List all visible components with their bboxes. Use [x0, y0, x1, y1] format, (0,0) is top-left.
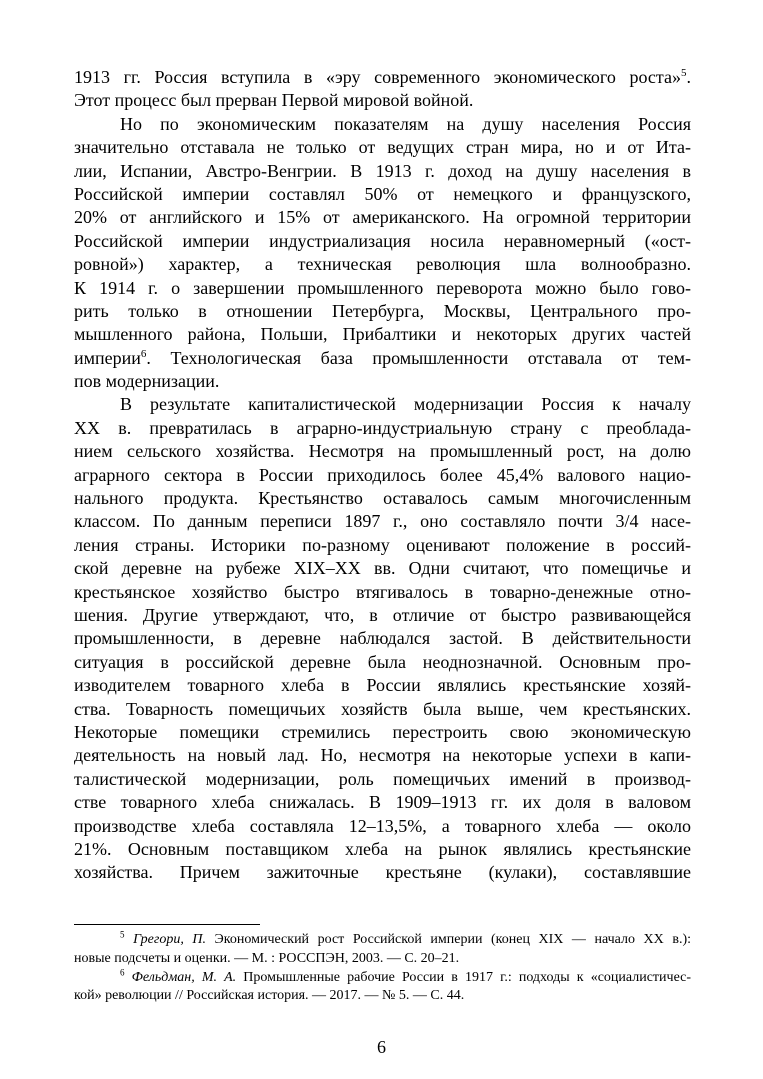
text-line: Российской империи индустриализация носила неравномерный («ост- [74, 230, 691, 251]
text-line: пов модернизации. [74, 371, 220, 392]
text-line: Этот процесс был прерван Первой мировой войной. [74, 90, 474, 111]
footnote-line: новые подсчеты и оценки. — М. : РОССПЭН, 2003. — С. 20–21. [74, 950, 460, 966]
footnote-author: Фельдман, М. А. [131, 969, 237, 985]
text-line: империи$^6$. Технологическая база промышленности отставала от тем- [74, 347, 691, 368]
text-line: Российской империи составлял 50% от немецкого и французского, [74, 183, 691, 204]
footnote-divider [74, 924, 260, 925]
text-line: промышленности, в деревне наблюдался застой. В действительности [74, 628, 691, 649]
text-line: классом. По данным переписи 1897 г., оно составляло почти 3/4 насе- [74, 511, 691, 532]
footnote-ref[interactable]: 5 [681, 67, 687, 79]
footnote-line: кой» революции // Российская история. — 2017. — № 5. — С. 44. [74, 988, 465, 1004]
text-line: шения. Другие утверждают, что, в отличие от быстро развивающейся [74, 604, 691, 625]
text-line: Некоторые помещики стремились перестроить свою экономическую [74, 721, 691, 742]
text-line: ства. Товарность помещичьих хозяйств была выше, чем крестьянских. [74, 698, 691, 719]
text-line: деятельность на новый лад. Но, несмотря на некоторые успехи в капи- [74, 745, 691, 766]
text-line: аграрного сектора в России приходилось более 45,4% валового нацио- [74, 464, 691, 485]
footnote-line: $^6$ Фельдман, М. А. Промышленные рабочие России в 1917 г.: подходы к «социалистичес- [120, 966, 692, 985]
text-line: крестьянское хозяйство быстро втягивалось в товарно-денежные отно- [74, 581, 691, 602]
text-line: изводителем товарного хлеба в России являлись крестьянские хозяй- [74, 675, 691, 696]
body-text [74, 66, 691, 885]
footnote-author: Грегори, П. [133, 932, 206, 947]
text-line: В результате капиталистической модернизации Россия к началу [120, 394, 691, 415]
text-line: значительно отставала не только от ведущих стран мира, но и от Ита- [74, 137, 691, 158]
text-line: лии, Испании, Австро-Венгрии. В 1913 г. доход на душу населения в [74, 160, 691, 181]
footnote-number: 6 [120, 966, 125, 977]
text-line: К 1914 г. о завершении промышленного переворота можно было гово- [74, 277, 691, 298]
text-line: ления страны. Историки по-разному оценивают положение в россий- [74, 534, 691, 555]
text-line: 21%. Основным поставщиком хлеба на рынок являлись крестьянские [74, 838, 691, 859]
text-line: нального продукта. Крестьянство оставалось самым многочисленным [74, 488, 691, 509]
text-line: ровной») характер, а техническая революция шла волнообразно. [74, 254, 691, 275]
footnote-ref[interactable]: 6 [140, 347, 147, 360]
text-line: рить только в отношении Петербурга, Москвы, Центрального про- [74, 300, 691, 321]
text-line: XX в. превратилась в аграрно-индустриальную страну с преоблада- [74, 417, 691, 438]
text-line: ситуация в российской деревне была неоднозначной. Основным про- [74, 651, 691, 672]
footnote-number: 5 [120, 929, 125, 940]
text-line: мышленного района, Польши, Прибалтики и некоторых других частей [74, 324, 691, 345]
text-line: 20% от английского и 15% от американского. На огромной территории [74, 207, 691, 228]
page-number: 6 [377, 1037, 386, 1057]
text-line: стве товарного хлеба снижалась. В 1909–1913 гг. их доля в валовом [74, 792, 691, 813]
text-line: производстве хлеба составляла 12–13,5%, а товарного хлеба — около [74, 815, 691, 836]
footnote-line: $^5$ Грегори, П. Экономический рост Российской империи (конец XIX — начало XX в.): [120, 929, 691, 947]
text-line: хозяйства. Причем зажиточные крестьяне (кулаки), составлявшие [74, 862, 691, 883]
text-line: талистической модернизации, роль помещичьих имений в производ- [74, 768, 691, 789]
footnotes [74, 931, 691, 1006]
text-line: нием сельского хозяйства. Несмотря на промышленный рост, на долю [74, 441, 691, 462]
text-line: ской деревне на рубеже XIX–XX вв. Одни считают, что помещичье и [74, 558, 691, 579]
text-line: Но по экономическим показателям на душу населения Россия [120, 113, 691, 134]
text-line: 1913 гг. Россия вступила в «эру современного экономического роста»$^5$. [74, 67, 691, 87]
page-content [74, 66, 691, 885]
